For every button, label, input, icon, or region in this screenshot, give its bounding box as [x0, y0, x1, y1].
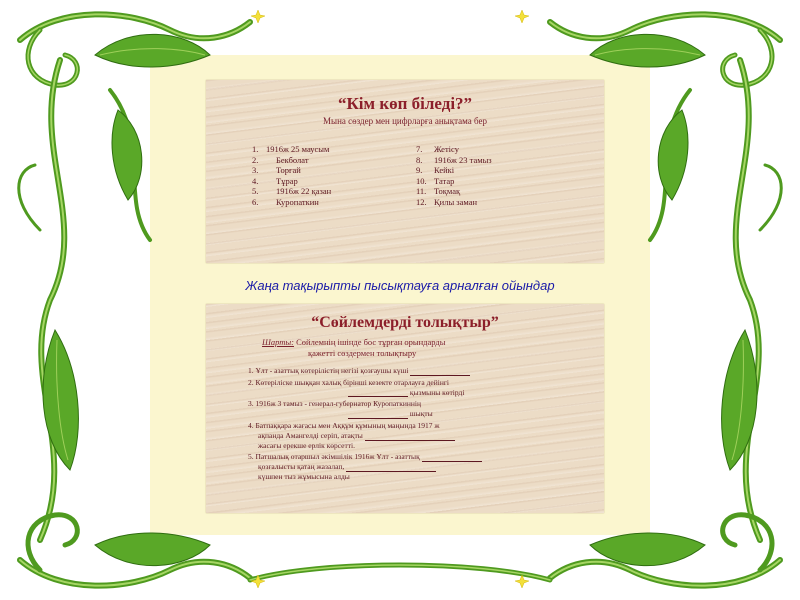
leaf-icon [95, 533, 210, 566]
list-item: 3. 1916ж 3 тамыз - генерал-губернатор Куропаткиннің шықты [248, 399, 433, 419]
leaf-icon [658, 110, 688, 200]
list-item: 12. Қилы заман [416, 196, 478, 207]
list-item: 11. Тоқмақ [416, 186, 461, 197]
vine-left [40, 60, 64, 540]
panel1-subtitle: Мына сөздер мен цифрларға анықтама бер [323, 116, 487, 126]
panel1-left-list [252, 144, 331, 208]
section-heading: Жаңа тақырыпты пысықтауға арналған ойындар [245, 278, 555, 293]
list-item: 4. Батпаққара жағасы мен Аққұм құмының маңында 1917 ж ақпанда Амангелді серіп, атақты жасағы ерекше ерлік көрсетті. [248, 421, 578, 450]
vine-right [736, 60, 760, 540]
vine-bottom-right [550, 560, 780, 586]
list-item: 8. 1916ж 23 тамыз [416, 154, 492, 165]
leaf-icon [43, 330, 78, 470]
sentence-list [248, 366, 578, 484]
sparkle-icon [515, 10, 529, 23]
list-item: 1. Ұлт - азаттық көтерілістің негізі қозғаушы күші [248, 366, 578, 376]
condition-text: Шарты: Сөйлемнің ішінде бос тұрған орындарды қажетті сөздермен толықтыру [262, 337, 446, 358]
list-item: 9. Кейкі [416, 165, 455, 176]
leaf-icon [590, 533, 705, 566]
vine-bottom-left [20, 560, 250, 586]
vine-top-right [550, 14, 780, 40]
list-item: 2. Көтеріліске шыққан халық бірінші кезекте отарлауға дейінгі қызмыны көтірді [248, 377, 465, 397]
leaf-icon [112, 110, 142, 200]
list-item: 5. Патшалық отаршыл әкімшілік 1916ж Ұлт - азаттық қозғалысты қатаң жазалап, күшпен тыз жұмысына алды [248, 452, 578, 481]
list-item: 2. Бекболат [252, 154, 309, 165]
list-item: 4. Тұрар [252, 175, 298, 186]
list-item: 1. 1916ж 25 маусым [252, 144, 330, 154]
vine-top-left [20, 14, 250, 40]
condition-label: Шарты: [262, 337, 294, 347]
vine-bottom-center [250, 565, 550, 580]
list-item: 7. Жетісу [416, 144, 459, 154]
sparkle-icon [515, 575, 529, 588]
list-item: 5. 1916ж 22 қазан [252, 186, 332, 197]
list-item: 6. Куропаткин [252, 196, 319, 207]
leaf-icon [722, 330, 757, 470]
panel1-right-list [416, 144, 492, 208]
quiz-panel-who-knows-more [206, 80, 604, 263]
panel2-title: “Сөйлемдерді толықтыр” [311, 314, 499, 331]
panel1-title: “Кім көп біледі?” [337, 94, 473, 113]
quiz-panel-complete-sentences [206, 304, 604, 513]
sparkle-icon [251, 10, 265, 23]
list-item: 3. Торғай [252, 165, 301, 176]
list-item: 10. Татар [416, 175, 455, 186]
sparkle-icon [251, 575, 265, 588]
